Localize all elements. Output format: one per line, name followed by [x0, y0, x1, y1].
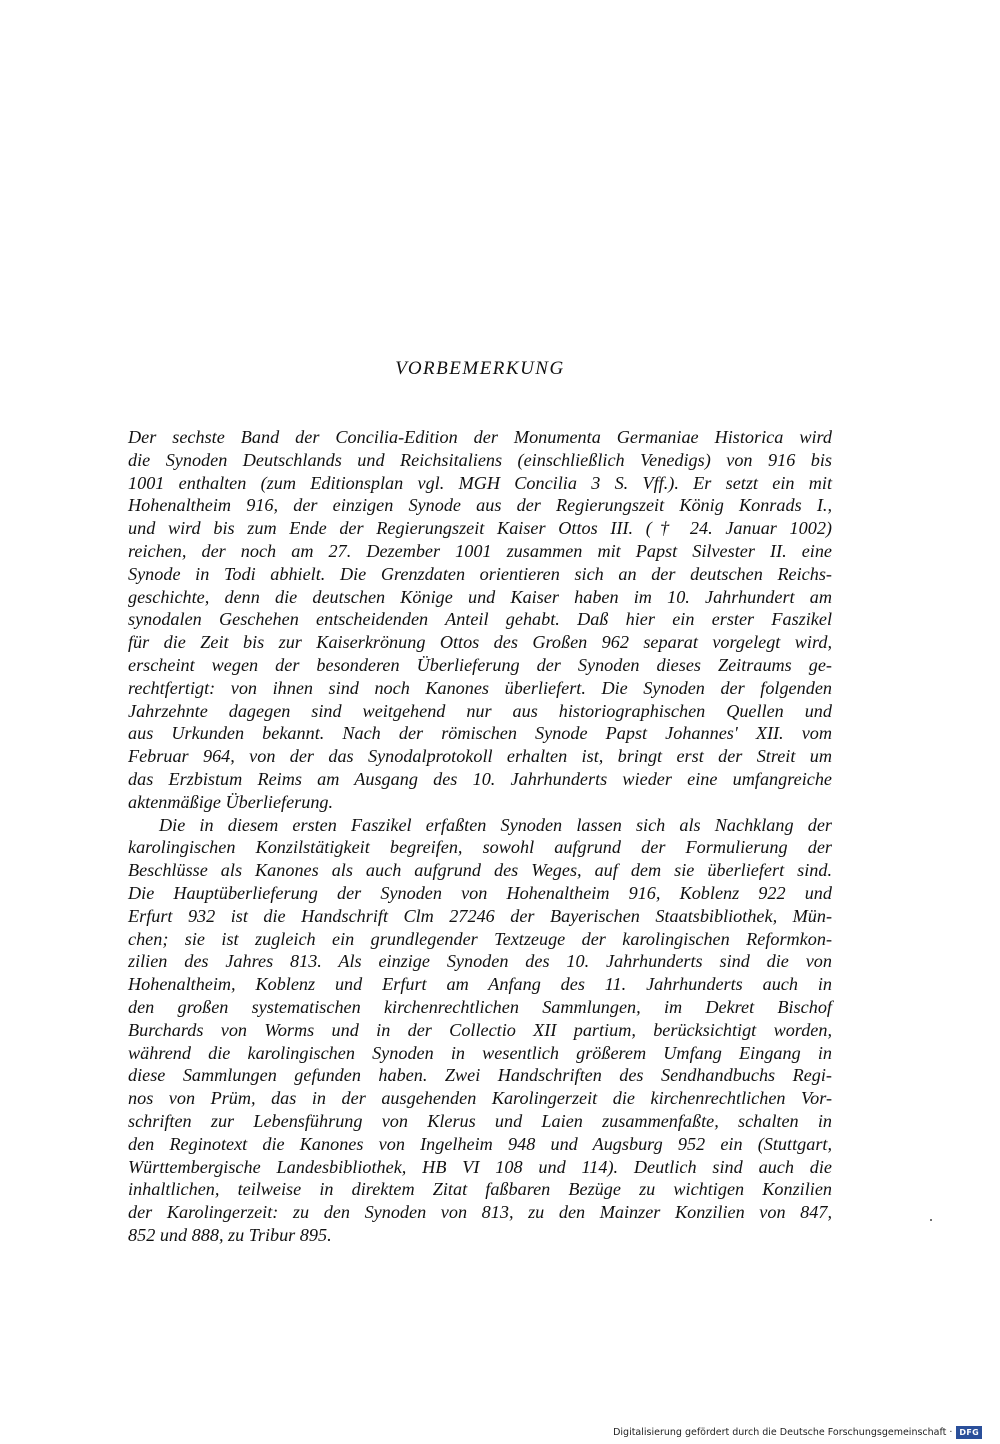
text-line: geschichte, denn die deutschen Könige und Kaiser haben im 10. Jahrhundert am: [128, 586, 832, 607]
text-line: synodalen Geschehen entscheidenden Anteil gehabt. Daß hier ein erster Faszikel: [128, 609, 832, 630]
footer-text: Digitalisierung gefördert durch die Deutsche Forschungsgemeinschaft ·: [613, 1426, 953, 1438]
text-line: die Synoden Deutschlands und Reichsitaliens (einschließlich Venedigs) von 916 bis: [128, 449, 832, 470]
text-line: Württembergische Landesbibliothek, HB VI 108 und 114). Deutlich sind auch die: [128, 1156, 832, 1177]
text-line: chen; sie ist zugleich ein grundlegender Textzeuge der karolingischen Reformkon-: [128, 928, 832, 949]
text-line: Der sechste Band der Concilia-Edition der Monumenta Germaniae Historica wird: [128, 427, 832, 447]
text-line: diese Sammlungen gefunden haben. Zwei Handschriften des Sendhandbuchs Regi-: [128, 1065, 832, 1086]
digitization-footer: [613, 1425, 982, 1439]
text-line: reichen, der noch am 27. Dezember 1001 zusammen mit Papst Silvester II. eine: [128, 540, 832, 561]
paragraph-1: [128, 426, 832, 814]
page-heading: VORBEMERKUNG: [395, 358, 565, 379]
text-line: nos von Prüm, das in der ausgehenden Karolingerzeit die kirchenrechtlichen Vor-: [128, 1088, 832, 1109]
dfg-logo-icon: DFG: [956, 1426, 982, 1439]
text-line: inhaltlichen, teilweise in direktem Zitat faßbaren Bezüge zu wichtigen Konzilien: [128, 1179, 832, 1200]
text-line: 1001 enthalten (zum Editionsplan vgl. MGH Concilia 3 S. Vff.). Er setzt ein mit: [128, 472, 832, 493]
body-text: [128, 426, 832, 1247]
text-line: Erfurt 932 ist die Handschrift Clm 27246 der Bayerischen Staatsbibliothek, Mün-: [128, 905, 832, 926]
text-line: Die in diesem ersten Faszikel erfaßten Synoden lassen sich als Nachklang der: [159, 814, 832, 835]
text-line: zilien des Jahres 813. Als einzige Synoden des 10. Jahrhunderts sind die von: [128, 951, 832, 972]
scan-speck: [930, 1219, 932, 1221]
text-line: Burchards von Worms und in der Collectio XII partium, berücksichtigt worden,: [128, 1019, 832, 1040]
text-line: Hohenaltheim, Koblenz und Erfurt am Anfang des 11. Jahrhunderts auch in: [128, 974, 832, 995]
text-line: schriften zur Lebensführung von Klerus und Laien zusammenfaßte, schalten in: [128, 1110, 832, 1131]
text-line: aktenmäßige Überlieferung.: [128, 791, 334, 812]
text-line: und wird bis zum Ende der Regierungszeit Kaiser Ottos III. († 24. Januar 1002): [128, 518, 832, 539]
text-line: karolingischen Konzilstätigkeit begreifen, sowohl aufgrund der Formulierung der: [128, 837, 832, 858]
text-line: während die karolingischen Synoden in wesentlich größerem Umfang Eingang in: [128, 1042, 832, 1063]
text-line: Hohenaltheim 916, der einzigen Synode aus der Regierungszeit König Konrads I.,: [128, 495, 832, 516]
text-line: Die Hauptüberlieferung der Synoden von Hohenaltheim 916, Koblenz 922 und: [128, 882, 832, 903]
text-line: 852 und 888, zu Tribur 895.: [128, 1224, 332, 1245]
text-line: den großen systematischen kirchenrechtlichen Sammlungen, im Dekret Bischof: [128, 996, 832, 1017]
text-line: Jahrzehnte dagegen sind weitgehend nur aus historiographischen Quellen und: [128, 700, 832, 721]
text-line: Beschlüsse als Kanones als auch aufgrund des Weges, auf dem sie überliefert sind.: [128, 860, 832, 881]
text-line: Februar 964, von der das Synodalprotokoll erhalten ist, bringt erst der Streit um: [128, 746, 832, 767]
text-line: erscheint wegen der besonderen Überlieferung der Synoden dieses Zeitraums ge-: [128, 654, 832, 675]
text-line: den Reginotext die Kanones von Ingelheim 948 und Augsburg 952 ein (Stuttgart,: [128, 1133, 832, 1154]
text-line: für die Zeit bis zur Kaiserkrönung Ottos des Großen 962 separat vorgelegt wird,: [128, 632, 832, 653]
paragraph-2: [128, 814, 832, 1247]
text-line: rechtfertigt: von ihnen sind noch Kanones überliefert. Die Synoden der folgenden: [128, 677, 832, 698]
text-line: Synode in Todi abhielt. Die Grenzdaten orientieren sich an der deutschen Reichs-: [128, 563, 832, 584]
text-line: das Erzbistum Reims am Ausgang des 10. Jahrhunderts wieder eine umfangreiche: [128, 768, 832, 789]
text-line: der Karolingerzeit: zu den Synoden von 813, zu den Mainzer Konzilien von 847,: [128, 1202, 832, 1223]
text-line: aus Urkunden bekannt. Nach der römischen Synode Papst Johannes' XII. vom: [128, 723, 832, 744]
